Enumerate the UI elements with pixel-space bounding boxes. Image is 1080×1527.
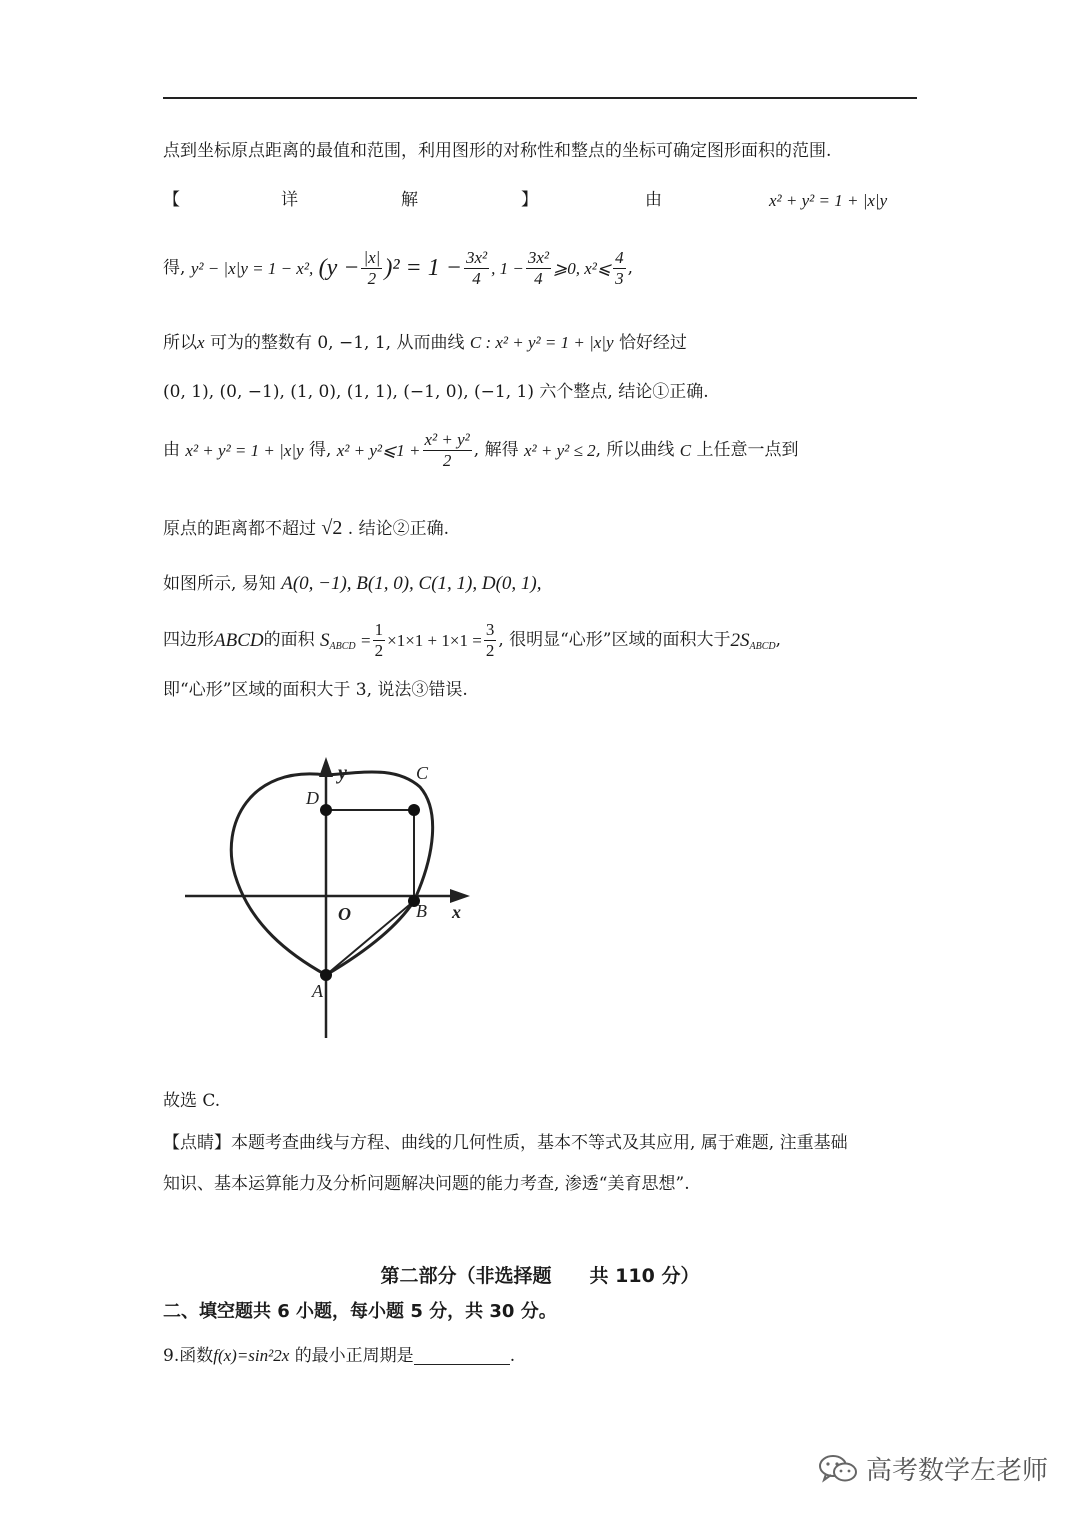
fraction-abs-x-over-2: $\frac{|x|}{2}$ xyxy=(363,248,381,288)
points-list: A(0, −1), B(1, 0), C(1, 1), D(0, 1), xyxy=(281,573,542,594)
x-axis-arrow xyxy=(450,889,470,903)
fraction-3-over-2: $\frac{3}{2}$ xyxy=(485,620,495,660)
watermark xyxy=(818,1450,1048,1487)
word-you: 由 xyxy=(645,190,662,210)
fill-in-heading: 二、填空题共 6 小题，每小题 5 分，共 30 分。 xyxy=(163,1301,557,1322)
eq-2-open: (y − xyxy=(318,255,360,282)
heading-word-1: 详 xyxy=(281,190,298,210)
point-A xyxy=(320,969,332,981)
eq-1: y² − |x|y = 1 − x², xyxy=(190,258,314,278)
eq-4: ⩾0, x²⩽ xyxy=(552,258,612,278)
fraction-3x2-over-4: $\frac{\text{3x²}}{4}$ xyxy=(465,248,488,288)
label-A: A xyxy=(312,981,323,1001)
heart-curve-figure xyxy=(180,755,480,1045)
text-line-4: 所以x 可为的整数有 0, −1, 1, 从而曲线 C : x² + y² = 1 + |x|y 恰好经过 xyxy=(163,333,687,353)
heart-curve xyxy=(231,772,432,975)
label-O: O xyxy=(338,904,351,924)
label-D: D xyxy=(306,788,319,808)
sqrt-2: √2 xyxy=(321,517,343,539)
text-line-7: 原点的距离都不超过 √2 . 结论②正确. xyxy=(163,517,450,539)
header-rule xyxy=(163,97,917,99)
function-expression: f(x)=sin²2x xyxy=(213,1346,290,1365)
label-B: B xyxy=(416,901,427,921)
fraction-3x2-over-4-b: $\frac{\text{3x²}}{4}$ xyxy=(527,248,549,288)
curve-equation: x² + y² = 1 + |x|y xyxy=(769,191,888,210)
text-line-11: 故选 C. xyxy=(163,1091,221,1111)
point-C xyxy=(408,804,420,816)
fraction-4-over-3: $\frac{4}{3}$ xyxy=(615,248,624,288)
text-line-1: 点到坐标原点距离的最值和范围，利用图形的对称性和整点的坐标可确定图形面积的范围. xyxy=(163,141,832,161)
math-derivation-line: 得, y² − |x|y = 1 − x², (y − $\frac{|x|}{2}$ )² = 1 − $\frac{\text{3x²}}{4}$ , 1 − $\frac{\text{3x²}}{4}$ ⩾0, x²⩽ $\frac{4}{3}$ , xyxy=(163,248,634,288)
y-axis-arrow xyxy=(319,757,333,777)
word-de: 得, xyxy=(163,257,186,278)
section-title: 第二部分（非选择题 共 110 分） xyxy=(380,1265,700,1287)
label-C: C xyxy=(416,763,429,783)
wechat-icon xyxy=(818,1453,858,1485)
eq-3: , 1 − xyxy=(491,258,524,278)
text-line-5: (0, 1), (0, −1), (1, 0), (1, 1), (−1, 0), (−1, 1) 六个整点, 结论①正确. xyxy=(163,382,709,402)
bracket-close: 】 xyxy=(521,190,538,210)
comment-line-1: 【点睛】本题考查曲线与方程、曲线的几何性质，基本不等式及其应用, 属于难题, 注重基础 xyxy=(163,1133,848,1153)
curve-c-equation: C : x² + y² = 1 + |x|y xyxy=(469,333,614,352)
label-y: y xyxy=(338,762,347,784)
question-9: 9.函数f(x)=sin²2x 的最小正周期是 . xyxy=(163,1346,516,1366)
fraction-1-over-2: $\frac{1}{2}$ xyxy=(374,620,384,660)
watermark-text: 高考数学左老师 xyxy=(866,1456,1049,1486)
label-x: x xyxy=(452,902,461,922)
text-line-9: 四边形 ABCD 的面积 S ABCD = $\frac{1}{2}$ ×1×1 + 1×1 = $\frac{3}{2}$ , 很明显“心形”区域的面积大于 2S ABCD , xyxy=(163,620,782,660)
text-line-8: 如图所示, 易知 A(0, −1), B(1, 0), C(1, 1), D(0, 1), xyxy=(163,573,542,594)
point-D xyxy=(320,804,332,816)
eq-2-close: )² = 1 − xyxy=(384,255,462,282)
comment-line-2: 知识、基本运算能力及分析问题解决问题的能力考查, 渗透“美育思想”. xyxy=(163,1174,690,1194)
text-line-6: 由 x² + y² = 1 + |x|y 得, x² + y²⩽1 + $\frac{\text{x² + y²}}{2}$ , 解得 x² + y² ≤ 2 , 所以曲线 C 上任意一点到 xyxy=(163,430,799,470)
fraction-sum-over-2: $\frac{\text{x² + y²}}{2}$ xyxy=(424,430,470,470)
answer-blank[interactable] xyxy=(414,1347,510,1365)
text-line-10: 即“心形”区域的面积大于 3, 说法③错误. xyxy=(163,680,468,700)
heading-word-2: 解 xyxy=(401,190,418,210)
bracket-open: 【 xyxy=(163,190,180,210)
